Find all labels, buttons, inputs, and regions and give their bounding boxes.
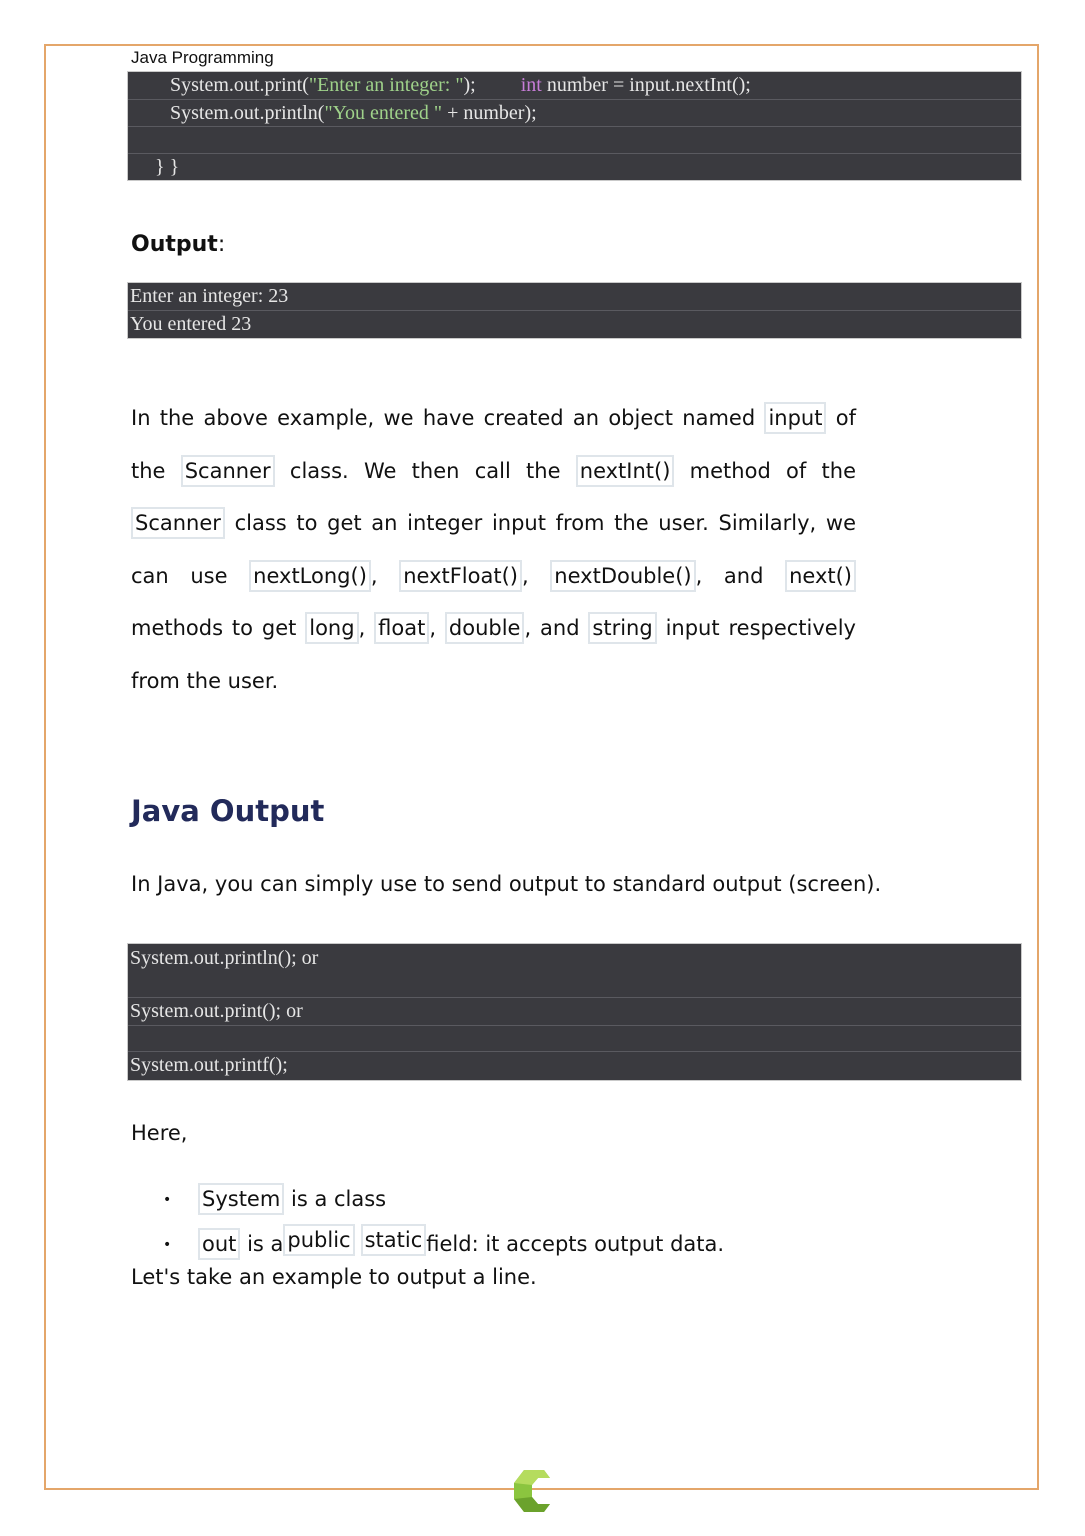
- code-line-empty: [128, 1026, 1021, 1052]
- bullet-text: is a class: [284, 1187, 387, 1211]
- inline-code: System: [198, 1183, 284, 1215]
- bullet-dot-icon: •: [163, 1192, 172, 1208]
- code-block-top: [127, 71, 1022, 181]
- inline-code: nextInt(): [576, 455, 675, 487]
- code-string: "You entered ": [324, 102, 443, 124]
- here-label: Here,: [131, 1121, 188, 1145]
- output-line: You entered 23: [130, 313, 252, 335]
- inline-code: long: [305, 612, 358, 644]
- code-line: System.out.println(); or: [128, 944, 1021, 998]
- code-block-methods: [127, 943, 1022, 1081]
- inline-code: nextLong(): [249, 560, 371, 592]
- inline-code: public: [283, 1224, 354, 1256]
- inline-code: nextDouble(): [550, 560, 695, 592]
- code-line: [128, 154, 1021, 181]
- page-header: Java Programming: [131, 48, 274, 67]
- bullet-item: [163, 1183, 386, 1215]
- para-text: methods to get: [131, 616, 306, 640]
- section-title: Java Output: [131, 794, 325, 828]
- code-text: System.out.println(: [130, 102, 325, 124]
- code-line: System.out.printf();: [130, 1054, 288, 1076]
- bullet-text: field: it accepts output data.: [426, 1232, 725, 1256]
- code-text: );: [463, 74, 521, 96]
- inline-code: Scanner: [181, 455, 275, 487]
- code-text: System.out.print(: [130, 74, 309, 96]
- para-text: class to get an integer input from the user. Similarly, we can use: [131, 511, 856, 588]
- bullet-text: is a: [240, 1232, 284, 1256]
- inline-code: static: [361, 1224, 427, 1256]
- output-line: Enter an integer: 23: [128, 283, 1021, 311]
- para-text: , and: [524, 616, 589, 640]
- output-heading: [131, 232, 225, 257]
- inline-code: string: [588, 612, 656, 644]
- code-string: "Enter an integer: ": [308, 74, 464, 96]
- para-text: method of the: [674, 458, 856, 483]
- section-intro: In Java, you can simply use to send output to standard output (screen).: [131, 872, 882, 896]
- code-text: + number);: [442, 102, 537, 124]
- code-line: System.out.print(); or: [128, 998, 1021, 1026]
- para-text: , and: [695, 563, 786, 588]
- para-text: ,: [429, 616, 445, 640]
- inline-code: Scanner: [131, 507, 225, 539]
- inline-code: nextFloat(): [399, 560, 522, 592]
- brand-logo-icon: [510, 1468, 556, 1514]
- para-text: ,: [370, 563, 400, 588]
- para-text: class. We then call the: [274, 458, 576, 483]
- para-text: input respectively from the user.: [131, 616, 856, 693]
- code-keyword: int: [520, 74, 542, 96]
- para-text: ,: [521, 563, 551, 588]
- inline-code: input: [764, 402, 826, 434]
- inline-code: double: [445, 612, 525, 644]
- code-text: number = input.nextInt();: [541, 74, 751, 96]
- para-text: ,: [358, 616, 375, 640]
- inline-code: float: [374, 612, 429, 644]
- output-heading-label: Output: [131, 232, 218, 257]
- para-text: of the: [131, 406, 856, 483]
- inline-code: out: [198, 1228, 240, 1260]
- bullet-item: [163, 1228, 724, 1260]
- para-text: In the above example, we have created an object named: [131, 406, 765, 430]
- output-heading-colon: :: [217, 232, 226, 257]
- output-box: [127, 282, 1022, 339]
- inline-code: next(): [785, 560, 856, 592]
- explanation-paragraph: [131, 392, 856, 707]
- code-text: } }: [130, 156, 180, 178]
- code-line: [128, 100, 1021, 127]
- closing-line: Let's take an example to output a line.: [131, 1265, 537, 1289]
- bullet-dot-icon: •: [163, 1237, 172, 1253]
- code-line: [128, 72, 1021, 100]
- code-line-empty: [128, 127, 1021, 154]
